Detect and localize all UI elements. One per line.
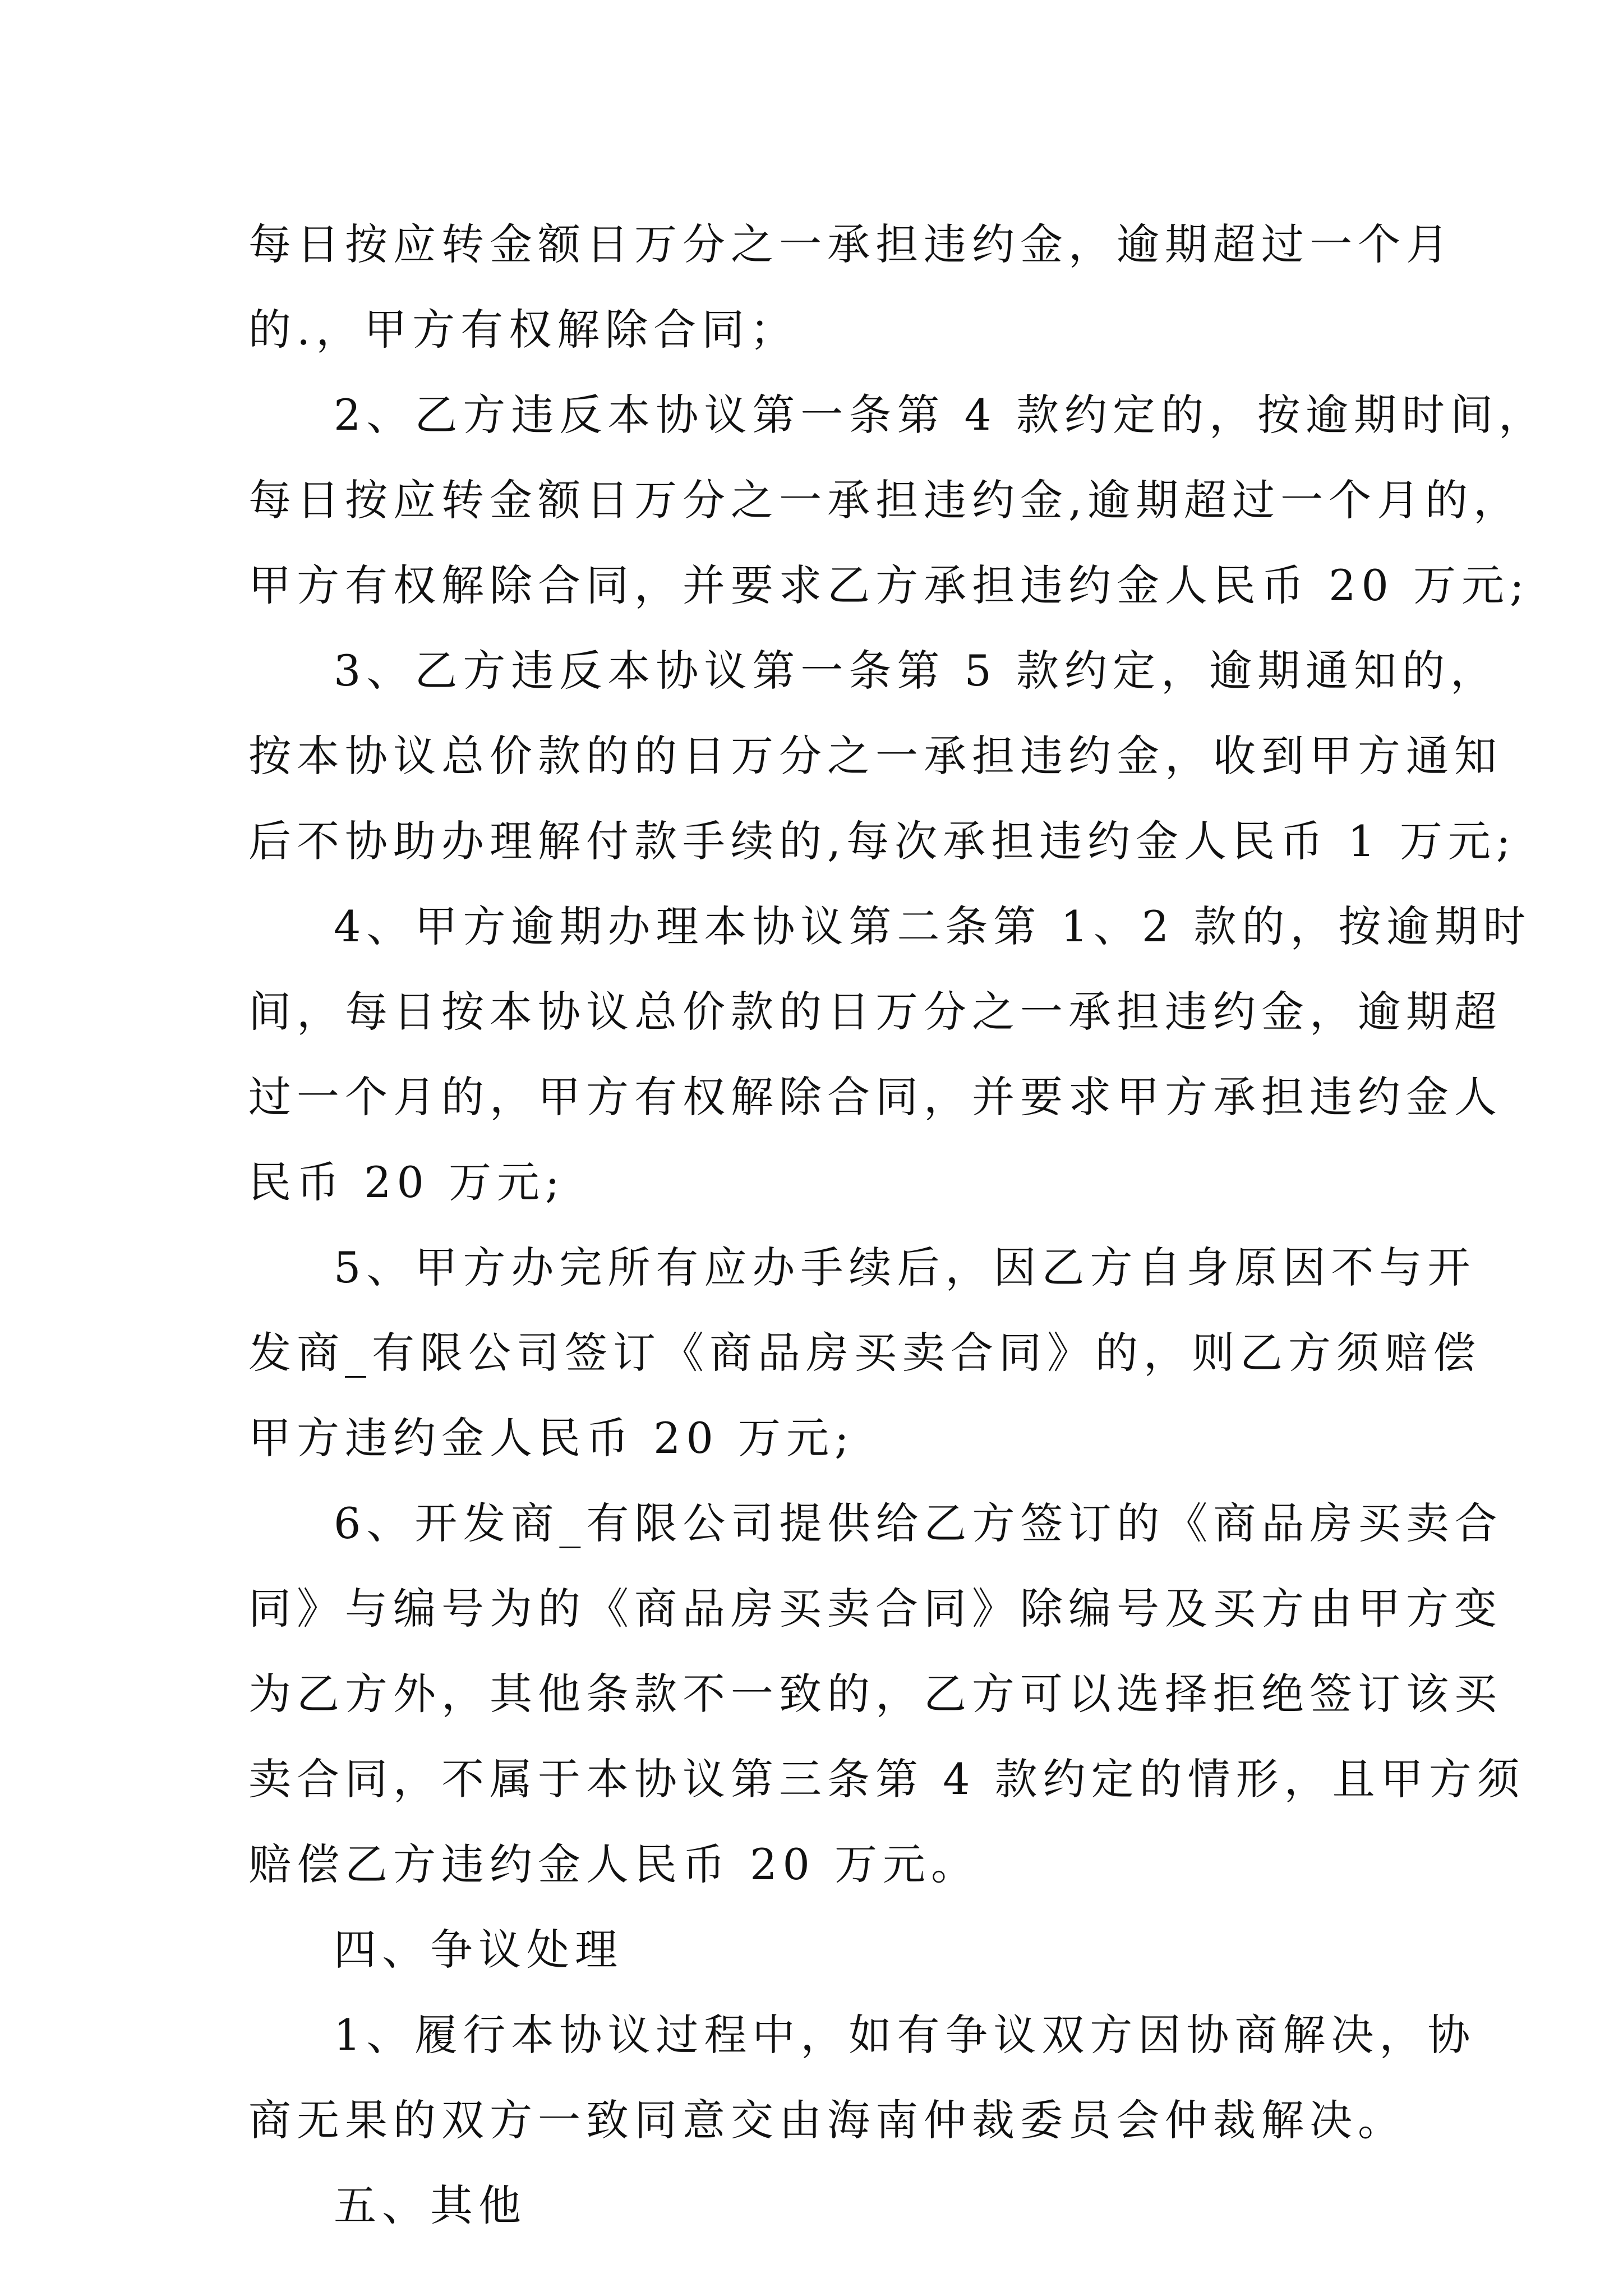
clause-2-line-1: 2、乙方违反本协议第一条第 4 款约定的，按逾期时间， [334, 390, 1547, 440]
clause-4-line-3: 过一个月的，甲方有权解除合同，并要求甲方承担违约金人 [248, 1072, 1502, 1122]
clause-6-line-3: 为乙方外，其他条款不一致的，乙方可以选择拒绝签订该买 [248, 1669, 1502, 1719]
clause-5-line-3: 甲方违约金人民币 20 万元; [248, 1413, 855, 1463]
section-5-heading: 五、其他 [334, 2180, 527, 2230]
clause-6-line-1: 6、开发商_有限公司提供给乙方签订的《商品房买卖合 [334, 1498, 1503, 1548]
clause-2-line-3: 甲方有权解除合同，并要求乙方承担违约金人民币 20 万元; [248, 560, 1530, 610]
clause-3-line-2: 按本协议总价款的的日万分之一承担违约金，收到甲方通知 [248, 731, 1502, 781]
clause-4-line-1: 4、甲方逾期办理本协议第二条第 1、2 款的，按逾期时 [334, 901, 1532, 951]
clause-5-line-1: 5、甲方办完所有应办手续后，因乙方自身原因不与开 [334, 1243, 1476, 1292]
section-4-clause-1-line-1: 1、履行本协议过程中，如有争议双方因协商解决，协 [334, 2010, 1476, 2060]
section-4-heading: 四、争议处理 [334, 1925, 623, 1975]
text-line-1: 每日按应转金额日万分之一承担违约金，逾期超过一个月 [248, 219, 1454, 269]
clause-6-line-4: 卖合同，不属于本协议第三条第 4 款约定的情形，且甲方须 [248, 1754, 1525, 1804]
contract-body-text [248, 202, 1547, 2248]
clause-6-line-5: 赔偿乙方违约金人民币 20 万元。 [248, 1839, 980, 1889]
clause-5-line-2: 发商_有限公司签订《商品房买卖合同》的，则乙方须赔偿 [248, 1328, 1481, 1378]
clause-2-line-2: 每日按应转金额日万分之一承担违约金,逾期超过一个月的， [248, 475, 1522, 525]
clause-3-line-3: 后不协助办理解付款手续的,每次承担违约金人民币 1 万元; [248, 816, 1516, 866]
section-4-clause-1-line-2: 商无果的双方一致同意交由海南仲裁委员会仲裁解决。 [248, 2095, 1406, 2145]
clause-6-line-2: 同》与编号为的《商品房买卖合同》除编号及买方由甲方变 [248, 1584, 1502, 1634]
clause-4-line-4: 民币 20 万元; [248, 1157, 565, 1207]
clause-3-line-1: 3、乙方违反本协议第一条第 5 款约定，逾期通知的， [334, 646, 1499, 696]
text-line-2: 的.，甲方有权解除合同； [248, 305, 799, 355]
clause-4-line-2: 间，每日按本协议总价款的日万分之一承担违约金，逾期超 [248, 987, 1502, 1037]
